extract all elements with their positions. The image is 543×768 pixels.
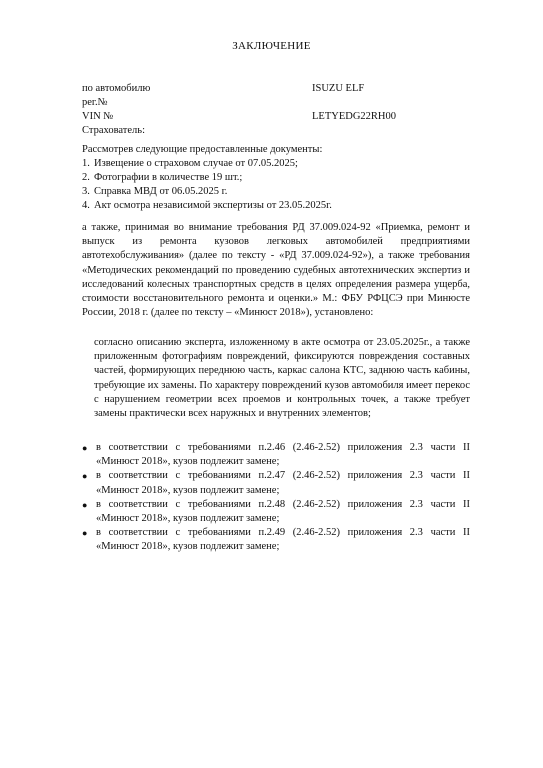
field-value-vehicle: ISUZU ELF	[312, 83, 365, 94]
list-item	[82, 498, 470, 526]
list-item-number: 2.	[82, 172, 90, 183]
list-item-number: 3.	[82, 186, 90, 197]
list-item	[82, 441, 470, 469]
field-value-vin: LETYEDG22RH00	[312, 111, 396, 122]
documents-list	[82, 157, 332, 213]
field-label-policyholder: Страхователь:	[82, 125, 145, 136]
bullet-icon: ●	[82, 528, 88, 539]
field-label-reg-number: рег.№	[82, 97, 108, 108]
list-item-text: Справка МВД от 06.05.2025 г.	[94, 186, 228, 197]
list-item-number: 4.	[82, 200, 90, 211]
list-item	[82, 185, 332, 199]
list-item-text: Фотографии в количестве 19 шт.;	[94, 172, 243, 183]
list-item-text: Акт осмотра независимой экспертизы от 23.05.2025г.	[94, 200, 332, 211]
bullet-text: в соответствии с требованиями п.2.48 (2.46-2.52) приложения 2.3 части II «Минюст 2018», кузов подлежит замене;	[96, 498, 470, 525]
bullet-text: в соответствии с требованиями п.2.47 (2.46-2.52) приложения 2.3 части II «Минюст 2018», кузов подлежит замене;	[96, 470, 470, 496]
bullet-text: в соответствии с требованиями п.2.49 (2.46-2.52) приложения 2.3 части II «Минюст 2018», кузов подлежит замене;	[96, 527, 470, 553]
field-label-vehicle: по автомобилю	[82, 83, 151, 94]
list-item	[82, 157, 332, 171]
conclusion-bullets	[82, 441, 470, 555]
bullet-icon: ●	[82, 471, 88, 482]
bullet-icon: ●	[82, 443, 88, 453]
paragraph-findings: согласно описанию эксперта, изложенному в акте осмотра от 23.05.2025г., а также приложенным фотографиям повреждений, фиксируются повреждения составных частей, формирующих переднюю часть, каркас салона КТС, заднюю часть кабины, требующие их замены. По характеру повреждений кузов автомобиля имеет перекос с нарушением геометрии всех проемов и контрольных точек, а также требует замены практически всех наружных и внутренних элементов;	[94, 337, 470, 420]
list-item	[82, 469, 470, 497]
field-label-vin: VIN №	[82, 111, 114, 122]
documents-intro: Рассмотрев следующие предоставленные документы:	[82, 144, 323, 155]
list-item	[82, 171, 332, 185]
paragraph-requirements: а также, принимая во внимание требования РД 37.009.024-92 «Приемка, ремонт и выпуск из ремонта кузовов легковых автомобилей предприятиями автотехобслуживания» (далее по тексту - «РД 37.009.024-92»), а также требования «Методических рекомендаций по проведению судебных автотехнических экспертиз и исследований колесных транспортных средств в целях определения размера ущерба, стоимости восстановительного ремонта и оценки.» М.: ФБУ РФЦСЭ при Минюсте России, 2018 г. (далее по тексту – «Минюст 2018»), установлено:	[82, 222, 470, 319]
list-item	[82, 199, 332, 213]
bullet-text: в соответствии с требованиями п.2.46 (2.46-2.52) приложения 2.3 части II «Минюст 2018», кузов подлежит замене;	[96, 442, 470, 468]
document-title: ЗАКЛЮЧЕНИЕ	[232, 40, 311, 52]
bullet-icon: ●	[82, 499, 88, 510]
list-item	[82, 526, 470, 554]
list-item-number: 1.	[82, 158, 90, 169]
list-item-text: Извещение о страховом случае от 07.05.2025;	[94, 158, 298, 169]
